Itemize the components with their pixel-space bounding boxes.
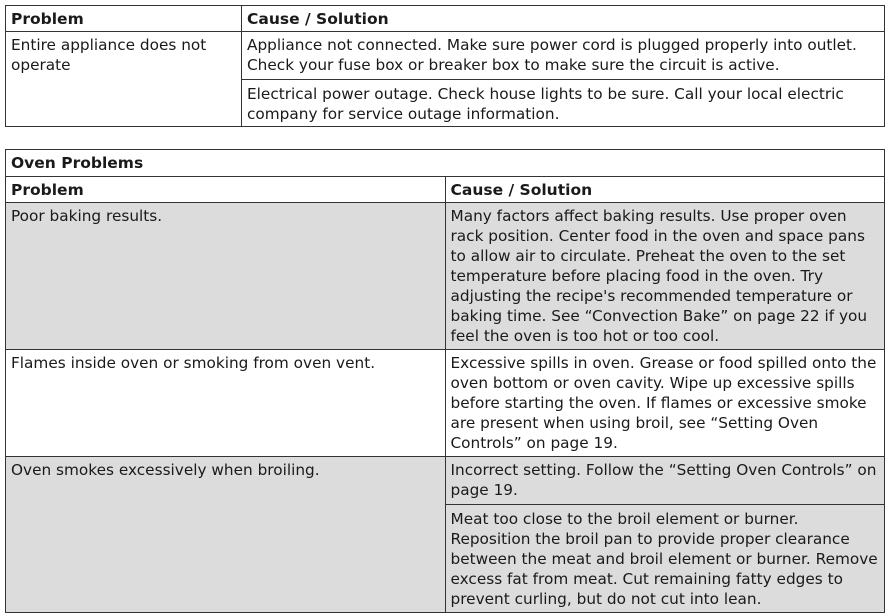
table-row: [6, 32, 885, 127]
problem-cell: Oven smokes excessively when broiling.: [6, 457, 446, 613]
cause-text: Electrical power outage. Check house lights to be sure. Call your local electric company for service outage information.: [242, 79, 884, 124]
cause-text: Meat too close to the broil element or burner. Reposition the broil pan to provide proper clearance between the meat and broil element or burner. Remove excess fat from meat. Cut remaining fatty edges to prevent curling, but do not cut into lean.: [446, 504, 885, 609]
cause-cell: Excessive spills in oven. Grease or food spilled onto the oven bottom or oven cavity. Wipe up excessive spills before starting the oven. If flames or excessive smoke are present when using broil, see “Setting Oven Controls” on page 19.: [445, 350, 885, 457]
oven-problems-table: [5, 149, 885, 613]
table-header-row: [6, 177, 885, 203]
problem-cell: Entire appliance does not operate: [6, 32, 242, 127]
header-cause-solution: Cause / Solution: [445, 177, 885, 203]
cause-cell: [445, 457, 885, 613]
general-problems-table: [5, 5, 885, 127]
cause-cell: Many factors affect baking results. Use proper oven rack position. Center food in the oven and space pans to allow air to circulate. Preheat the oven to the set temperature before placing food in the oven. Try adjusting the recipe's recommended temperature or baking time. See “Convection Bake” on page 22 if you feel the oven is too hot or too cool.: [445, 203, 885, 350]
table-row: [6, 457, 885, 613]
cause-cell: [242, 32, 885, 127]
header-problem: Problem: [6, 6, 242, 32]
cause-text: Appliance not connected. Make sure power cord is plugged properly into outlet. Check your fuse box or breaker box to make sure the circuit is active.: [247, 36, 857, 74]
cause-text: Incorrect setting. Follow the “Setting Oven Controls” on page 19.: [450, 461, 877, 499]
problem-cell: Flames inside oven or smoking from oven vent.: [6, 350, 446, 457]
table-row: [6, 350, 885, 457]
header-problem: Problem: [6, 177, 446, 203]
header-cause-solution: Cause / Solution: [242, 6, 885, 32]
section-title: Oven Problems: [6, 150, 885, 177]
section-title-row: [6, 150, 885, 177]
table-header-row: [6, 6, 885, 32]
table-row: [6, 203, 885, 350]
problem-cell: Poor baking results.: [6, 203, 446, 350]
